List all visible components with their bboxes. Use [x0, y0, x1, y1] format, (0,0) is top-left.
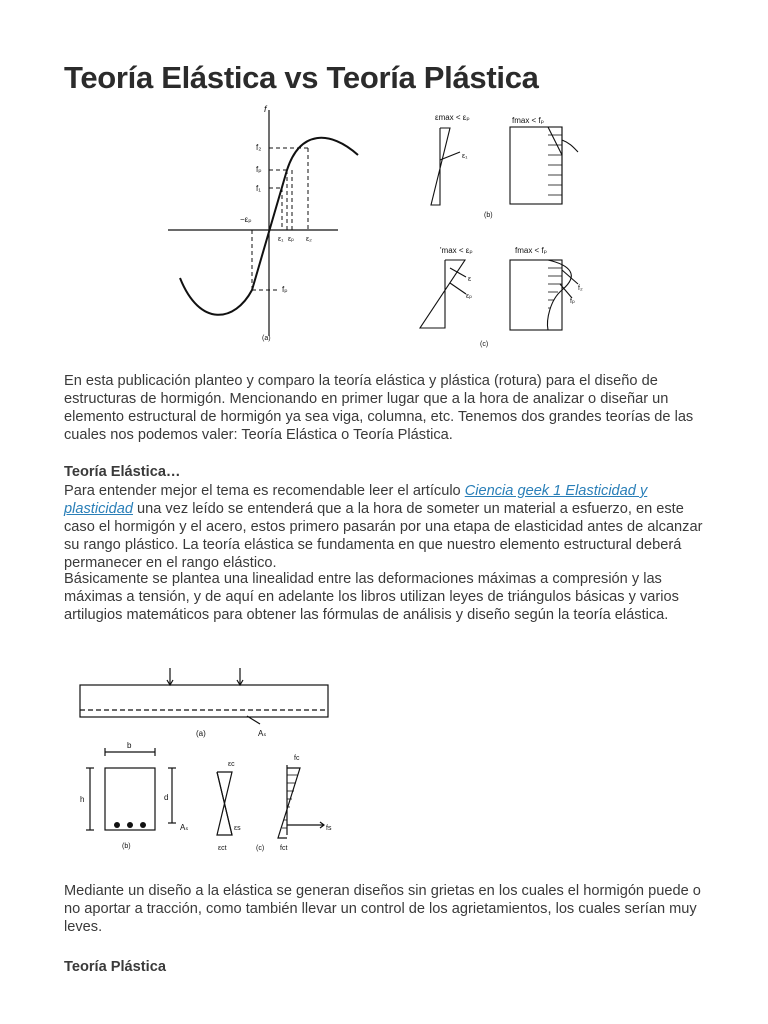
- c-top-left: 'max < εₚ: [440, 246, 473, 255]
- beam-As-label: Aₛ: [258, 729, 267, 738]
- b-e1-label: ε₁: [462, 153, 468, 160]
- c-ep-label: εₚ: [466, 293, 473, 300]
- c-f2-label: f₂: [578, 285, 583, 292]
- e2-label: ε₂: [306, 236, 312, 243]
- article-link[interactable]: Ciencia geek 1 Elasticidad y plasticidad: [64, 483, 648, 517]
- ect-label: εct: [218, 845, 227, 852]
- intro-paragraph: En esta publicación planteo y comparo la teoría elástica y plástica (rotura) para el diseño de estructuras de hormigón. Mencionando en primer lugar que a la hora de analizar o diseñar un elemento estructural de hormigón ya sea viga, columna, etc. Tenemos dos grandes teorías de las cuales nos podemos valer: Teoría Elástica o Teoría Plástica.: [64, 373, 694, 443]
- fig-a-label: (a): [262, 335, 271, 342]
- fs-label: fs: [326, 825, 332, 832]
- p1-text-before: Para entender mejor el tema es recomendable leer el artículo: [64, 483, 465, 499]
- e1-label: ε₁: [278, 236, 284, 243]
- c-fp-label: fₚ: [570, 298, 575, 305]
- c-e-label: ε: [468, 276, 472, 283]
- fig-c-label: (c): [480, 341, 489, 348]
- f2-label: f₂: [256, 143, 262, 152]
- c-top-right: fmax < fₚ: [515, 246, 548, 255]
- stress-strain-figure: [160, 100, 620, 360]
- fig-b-label: (b): [484, 212, 493, 219]
- ec-label: εc: [228, 761, 235, 768]
- beam-section-figure: [72, 660, 352, 860]
- fig2-b-label: (b): [122, 843, 131, 850]
- h-dim-label: h: [80, 795, 85, 804]
- fc-label: fc: [294, 755, 300, 762]
- f1-label: f₁: [256, 184, 261, 193]
- elastica-paragraph-2: Básicamente se plantea una linealidad entre las deformaciones máximas a compresión y las máximas a tensión, y de aquí en adelante los libros utilizan leyes de triángulos básicas y varios artilugios matemáticos para obtener las fórmulas de análisis y diseño según la teoría elástica.: [64, 571, 679, 623]
- neg-fp-label: fₚ: [282, 285, 288, 294]
- neg-ep-label: −εₚ: [240, 215, 252, 224]
- p1-text-after: una vez leído se entenderá que a la hora de someter un material a esfuerzo, en este caso el hormigón y el acero, estos primero pasarán por una etapa de elasticidad antes de alcanzar su rango plástico. La teoría elástica se fundamenta en que nuestro elemento estructural deberá permanecer en el rango elástico.: [64, 501, 703, 571]
- es-label: εs: [234, 825, 241, 832]
- ep-label: εₚ: [288, 236, 295, 243]
- elastica-paragraph-1: [64, 482, 704, 572]
- page-title: Teoría Elástica vs Teoría Plástica: [64, 60, 539, 95]
- b-top-left: εmax < εₚ: [435, 113, 470, 122]
- b-top-right: fmax < fₚ: [512, 116, 545, 125]
- fp-label: fₚ: [256, 165, 262, 174]
- d-dim-label: d: [164, 793, 169, 802]
- fct-label: fct: [280, 845, 288, 852]
- b-dim-label: b: [127, 741, 132, 750]
- section-heading-elastica: Teoría Elástica…: [64, 464, 181, 480]
- paragraph-after-figure2: Mediante un diseño a la elástica se generan diseños sin grietas en los cuales el hormigón puede o no aportar a tracción, como también llevar un control de los agrietamientos, los cuales serían muy leves.: [64, 883, 701, 935]
- As-label: Aₛ: [180, 823, 189, 832]
- axis-f-label: f: [264, 104, 267, 114]
- fig2-c-label: (c): [256, 845, 265, 852]
- fig2-a-label: (a): [196, 729, 206, 738]
- section-heading-plastica: Teoría Plástica: [64, 959, 166, 975]
